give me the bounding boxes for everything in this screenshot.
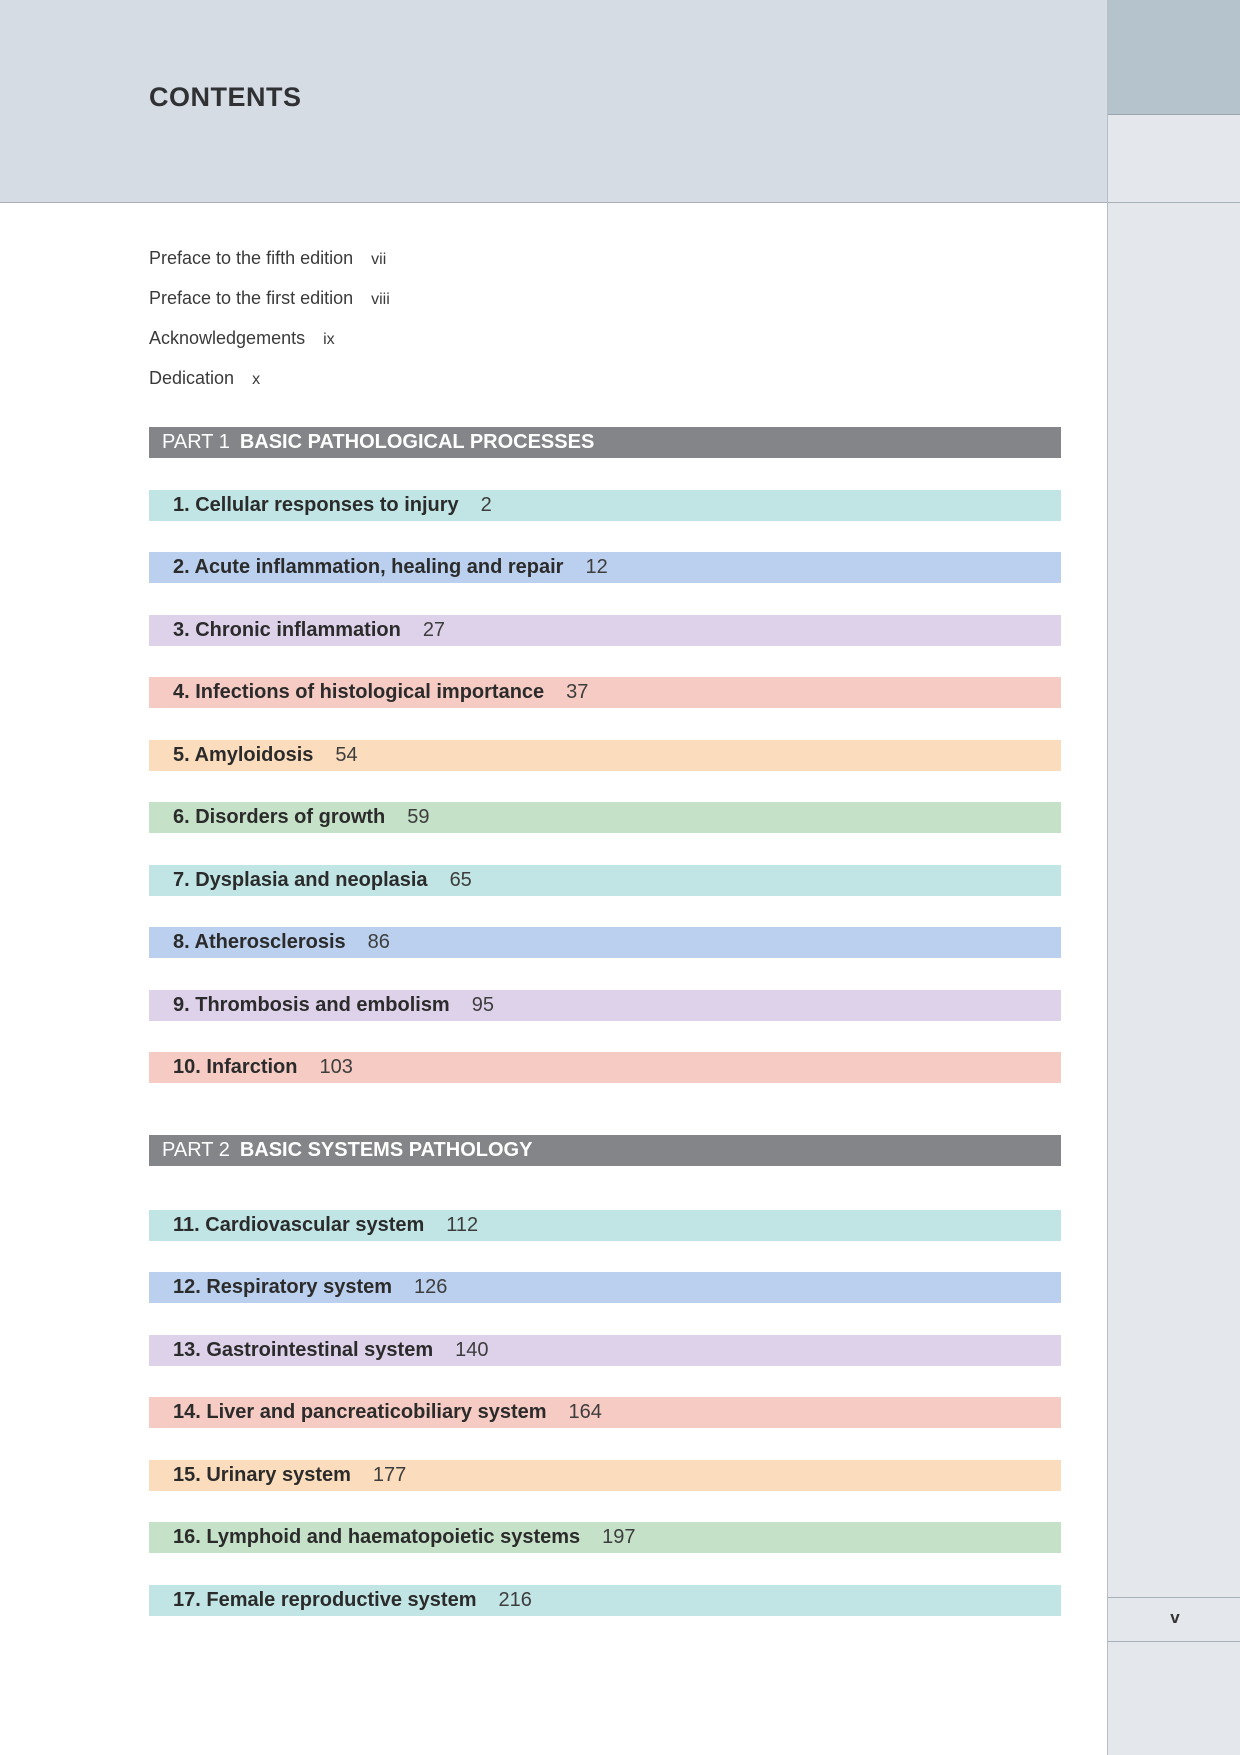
chapter-title: 11. Cardiovascular system: [173, 1214, 425, 1236]
chapter-entry[interactable]: [149, 990, 1061, 1021]
chapter-entry[interactable]: [149, 802, 1061, 833]
chapter-title: 14. Liver and pancreaticobiliary system: [173, 1401, 547, 1423]
chapter-entry[interactable]: [149, 1397, 1061, 1428]
front-matter-item[interactable]: [149, 325, 390, 365]
chapter-page: 65: [449, 869, 472, 891]
front-matter-label: Dedication: [149, 368, 235, 388]
chapter-title: 3. Chronic inflammation: [173, 619, 401, 641]
front-matter-page: viii: [371, 291, 390, 308]
chapter-title: 5. Amyloidosis: [173, 744, 314, 766]
chapter-entry[interactable]: [149, 1335, 1061, 1366]
chapter-entry[interactable]: [149, 1522, 1061, 1553]
chapter-page: 54: [335, 744, 358, 766]
chapter-page: 86: [367, 931, 390, 953]
page-title: CONTENTS: [149, 82, 302, 112]
chapter-page: 197: [602, 1526, 636, 1548]
chapter-title: 4. Infections of histological importance: [173, 681, 545, 703]
part-label: PART 1: [162, 431, 230, 453]
chapter-title: 2. Acute inflammation, healing and repair: [173, 556, 564, 578]
page-number: v: [1170, 1608, 1180, 1627]
chapter-page: 177: [372, 1464, 407, 1486]
chapter-title: 6. Disorders of growth: [173, 806, 386, 828]
chapter-title: 1. Cellular responses to injury: [173, 494, 459, 516]
chapter-title: 8. Atherosclerosis: [173, 931, 346, 953]
part-label: PART 2: [162, 1139, 230, 1161]
front-matter-label: Preface to the first edition: [149, 288, 354, 308]
chapter-title: 16. Lymphoid and haematopoietic systems: [173, 1526, 581, 1548]
chapter-entry[interactable]: [149, 615, 1061, 646]
chapter-entry[interactable]: [149, 677, 1061, 708]
side-strip-top-block: [1108, 0, 1240, 115]
side-divider: [1108, 1641, 1240, 1642]
side-divider: [1108, 1597, 1240, 1598]
chapter-page: 140: [455, 1339, 489, 1361]
chapter-page: 2: [480, 494, 492, 516]
chapter-entry[interactable]: [149, 1585, 1061, 1616]
front-matter-page: x: [252, 371, 261, 388]
front-matter-label: Acknowledgements: [149, 328, 306, 348]
chapter-entry[interactable]: [149, 1052, 1061, 1083]
chapter-page: 164: [568, 1401, 602, 1423]
front-matter-list: [149, 245, 390, 405]
part-heading-2: [149, 1135, 1061, 1166]
chapter-page: 126: [414, 1276, 448, 1298]
chapter-title: 15. Urinary system: [173, 1464, 351, 1486]
part-heading-1: [149, 427, 1061, 458]
part-title: BASIC SYSTEMS PATHOLOGY: [239, 1139, 533, 1161]
chapter-entry[interactable]: [149, 552, 1061, 583]
side-margin-strip: [1107, 0, 1240, 1755]
chapter-page: 59: [407, 806, 430, 828]
chapter-title: 12. Respiratory system: [173, 1276, 393, 1298]
front-matter-item[interactable]: [149, 365, 390, 405]
chapter-entry[interactable]: [149, 1460, 1061, 1491]
front-matter-label: Preface to the fifth edition: [149, 248, 354, 268]
front-matter-page: vii: [371, 251, 387, 268]
chapter-entry[interactable]: [149, 490, 1061, 521]
chapter-entry[interactable]: [149, 1272, 1061, 1303]
front-matter-page: ix: [323, 331, 335, 348]
side-divider: [1108, 202, 1240, 203]
front-matter-item[interactable]: [149, 285, 390, 325]
front-matter-item[interactable]: [149, 245, 390, 285]
chapter-entry[interactable]: [149, 865, 1061, 896]
chapter-entry[interactable]: [149, 740, 1061, 771]
chapter-title: 7. Dysplasia and neoplasia: [173, 869, 428, 891]
chapter-page: 112: [446, 1214, 479, 1236]
chapter-page: 103: [319, 1056, 353, 1078]
chapter-title: 17. Female reproductive system: [173, 1589, 477, 1611]
chapter-page: 27: [422, 619, 446, 641]
chapter-page: 37: [566, 681, 589, 703]
chapter-page: 12: [585, 556, 608, 578]
chapter-title: 13. Gastrointestinal system: [173, 1339, 434, 1361]
chapter-entry[interactable]: [149, 927, 1061, 958]
part-title: BASIC PATHOLOGICAL PROCESSES: [239, 431, 595, 453]
chapter-entry[interactable]: [149, 1210, 1061, 1241]
chapter-page: 95: [471, 994, 494, 1016]
header-band: [0, 0, 1107, 203]
chapter-title: 9. Thrombosis and embolism: [173, 994, 450, 1016]
chapter-page: 216: [498, 1589, 532, 1611]
chapter-title: 10. Infarction: [173, 1056, 298, 1078]
